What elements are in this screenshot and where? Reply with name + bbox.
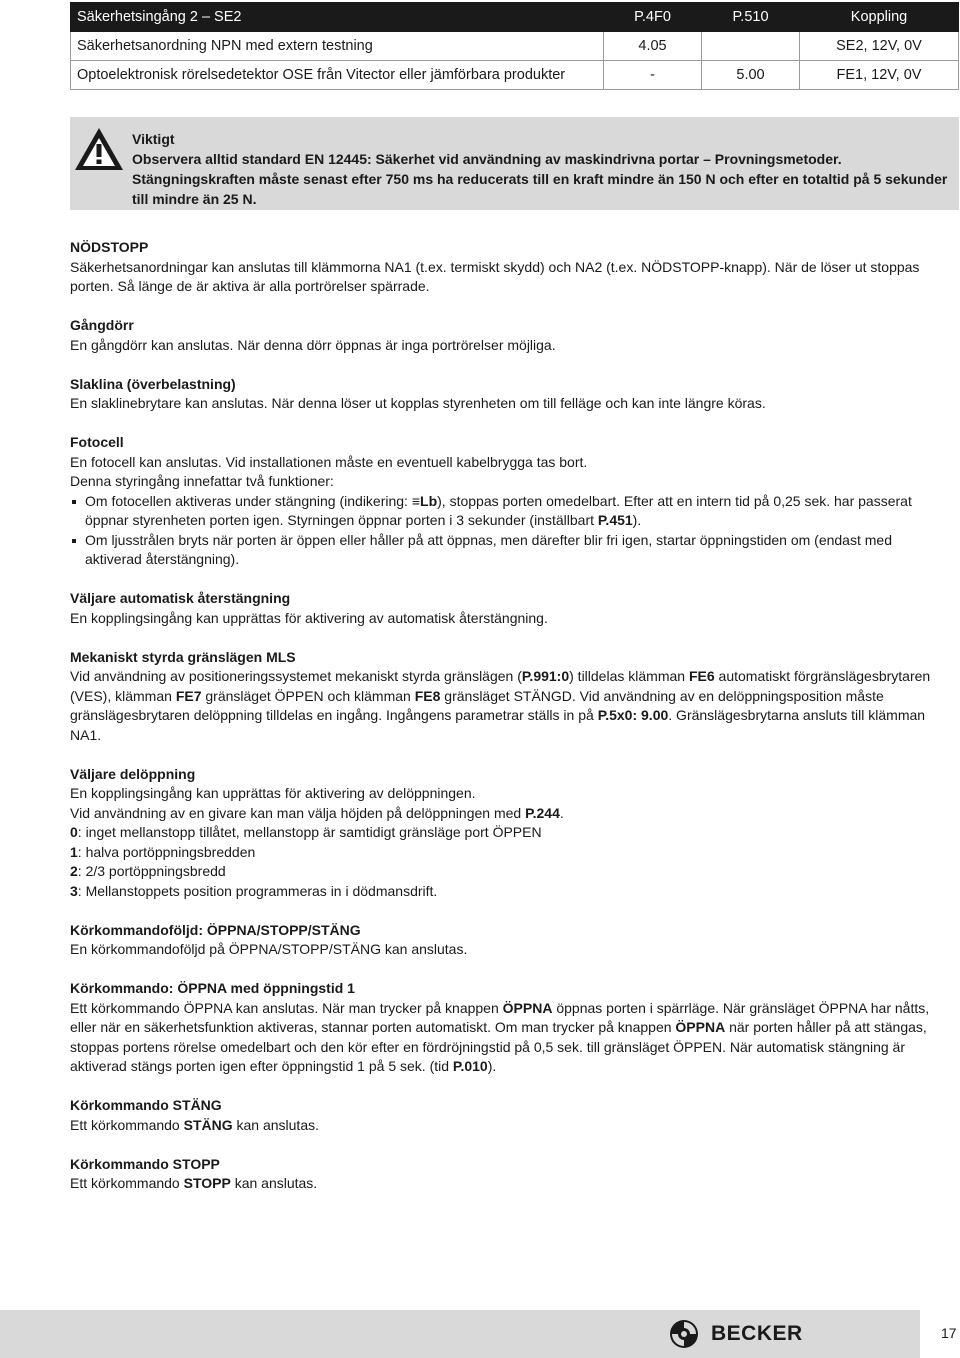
section-korkommando-oppna [70,979,950,1077]
section-fotocell [70,433,950,570]
option-text: : halva portöppningsbredden [77,843,256,860]
table-cell: Säkerhetsanordning NPN med extern testning [71,32,604,61]
warning-triangle-icon [73,126,125,172]
document-body [70,238,950,1213]
text-run: gränsläget STÄNGD. Vid användning av en delöppningsposition måste gränslägesbrytaren delöppning tilldelas en ingång. Ingångens parametrar ställs in på [70,687,884,723]
text-run: Ett körkommando ÖPPNA kan anslutas. När man trycker på knappen [70,999,503,1016]
text-run: Ett körkommando [70,1116,184,1133]
section-mls [70,648,950,746]
section-text: En kopplingsingång kan upprättas för aktivering av delöppningen. [70,785,476,801]
parameter-code: P.010 [452,1058,488,1074]
table-header-cell: P.510 [702,3,800,32]
table-header-cell: Säkerhetsingång 2 – SE2 [71,3,604,32]
section-heading: Väljare delöppning [70,765,196,782]
section-text [70,1116,950,1136]
section-text [70,1174,950,1194]
section-heading: Gångdörr [70,317,134,333]
text-run: Ett körkommando [70,1175,184,1191]
section-text [70,999,950,1077]
page-footer [0,1310,960,1358]
section-slaklina [70,375,950,414]
text-run: ), stoppas porten omedelbart. Efter att en intern tid på 0,25 sek. har passerat öppnar styrenheten porten igen. Styrningen öppnar porten i 3 sekunder (inställbart [85,492,912,528]
signal-table [70,2,959,90]
section-korkommando-stang [70,1096,950,1135]
terminal-code: FE7 [175,687,202,704]
parameter-code: P.244 [525,804,560,821]
section-nodstopp [70,238,950,297]
section-heading: Körkommando STÄNG [70,1097,222,1113]
option-text: : inget mellanstopp tillåtet, mellanstopp är samtidigt gränsläge port ÖPPEN [77,824,542,840]
section-text: En gångdörr kan anslutas. När denna dörr öppnas är inga portrörelser möjliga. [70,336,556,353]
option-key: 2 [70,863,78,879]
table-cell: 5.00 [702,61,800,90]
section-heading: NÖDSTOPP [70,239,149,255]
section-text: En körkommandoföljd på ÖPPNA/STOPP/STÄNG kan anslutas. [70,941,468,957]
warning-text [132,129,953,209]
warning-line: Observera alltid standard EN 12445: Säkerhet vid användning av maskindrivna portar – Provningsmetoder. [132,151,842,167]
table-cell: 4.05 [604,32,702,61]
option-line [70,823,950,843]
parameter-code: P.991:0 [521,668,570,684]
section-heading: Fotocell [70,434,124,450]
becker-logo-icon [669,1319,699,1349]
section-text [70,804,950,824]
text-run: ). [632,512,642,528]
section-heading: Slaklina (överbelastning) [70,375,236,392]
command-name: STOPP [183,1175,231,1191]
section-delopp [70,765,950,902]
section-korkommandofoljd [70,921,950,960]
text-run: Vid användning av positioneringssystemet mekaniskt styrda gränslägen ( [70,668,522,684]
section-text: En slaklinebrytare kan anslutas. När denna löser ut kopplas styrenheten om till felläge och kan inte längre köras. [70,395,766,411]
section-heading: Körkommandoföljd: ÖPPNA/STOPP/STÄNG [70,921,361,938]
table-cell: - [604,61,702,90]
section-heading: Väljare automatisk återstängning [70,590,291,606]
section-heading: Körkommando STOPP [70,1155,220,1172]
parameter-code: P.451 [597,512,633,528]
text-run: . [559,804,564,821]
list-item [70,492,950,531]
option-key: 3 [70,882,78,899]
table-row [71,32,959,61]
warning-box [70,117,959,210]
warning-line: Stängningskraften måste senast efter 750 ms ha reducerats till en kraft mindre än 150 N och efter en totaltid på 5 sekunder till mindre än 25 N. [132,171,948,207]
section-text: En fotocell kan anslutas. Vid installationen måste en eventuell kabelbrygga tas bort. [70,453,588,470]
table-cell [702,32,800,61]
terminal-code: FE8 [414,687,441,704]
option-text: : 2/3 portöppningsbredd [77,863,226,879]
list-item: Om ljusstrålen bryts när porten är öppen eller håller på att öppnas, men därefter blir fri igen, startar öppningstiden om (endast med aktiverad återstängning). [70,531,950,570]
section-text: Säkerhetsanordningar kan anslutas till klämmorna NA1 (t.ex. termiskt skydd) och NA2 (t.ex. NÖDSTOPP-knapp). När de löser ut stoppas porten. Så länge de är aktiva är alla portrörelser spärrade. [70,258,920,294]
section-heading: Mekaniskt styrda gränslägen MLS [70,648,296,665]
option-text: : Mellanstoppets position programmeras in i dödmansdrift. [77,882,438,899]
text-run: ). [487,1058,497,1074]
terminal-code: FE6 [688,668,715,684]
text-run: kan anslutas. [232,1116,319,1133]
command-name: STÄNG [183,1116,233,1133]
table-cell: SE2, 12V, 0V [800,32,959,61]
section-korkommando-stopp [70,1155,950,1194]
parameter-code: P.5x0: 9.00 [597,707,669,723]
section-text: Denna styringång innefattar två funktioner: [70,473,334,489]
brand-name: BECKER [711,1322,803,1345]
bullet-list [70,492,950,570]
option-line [70,843,950,863]
text-run: gränsläget ÖPPEN och klämman [201,687,415,704]
text-run: ) tilldelas klämman [569,668,689,684]
table-cell: Optoelektronisk rörelsedetektor OSE från Vitector eller jämförbara produkter [71,61,604,90]
warning-title: Viktigt [132,131,175,147]
section-heading: Körkommando: ÖPPNA med öppningstid 1 [70,980,355,996]
text-run: Om fotocellen aktiveras under stängning (indikering: [85,492,412,509]
text-run: öppnas porten i spärrläge. När gränsläget ÖPPNA har nåtts, eller när en säkerhetsfunktion aktiveras, stannar porten automatiskt. Om man trycker på knappen [70,999,930,1035]
text-run: . Gränslägesbrytarna ansluts till klämman NA1. [70,707,926,743]
button-name: ÖPPNA [502,999,553,1016]
table-row [71,61,959,90]
option-line [70,882,950,902]
table-cell: FE1, 12V, 0V [800,61,959,90]
table-header-cell: Koppling [800,3,959,32]
page-number: 17 [941,1325,957,1341]
section-valjare-aterstangning [70,589,950,628]
button-name: ÖPPNA [675,1019,726,1035]
section-gangdorr [70,316,950,355]
table-header-cell: P.4F0 [604,3,702,32]
section-text: En kopplingsingång kan upprättas för aktivering av automatisk återstängning. [70,609,548,626]
option-line [70,862,950,882]
section-text [70,667,950,745]
indicator-code: ≡Lb [411,492,438,509]
text-run: när porten håller på att stängas, stoppas portens rörelse omedelbart och den kör efter en fördröjningstid på 0,5 sek. till gränsläget ÖPPEN. När automatisk stängning är aktiverad stängs porten igen efter öppningstid 1 på 5 sek. (tid [70,1019,927,1074]
text-run: kan anslutas. [230,1175,318,1191]
text-run: automatiskt förgränslägesbrytaren (VES), klämman [70,668,931,704]
text-run: Vid användning av en givare kan man välja höjden på delöppningen med [70,804,526,821]
table-header-row [71,3,959,32]
option-key: 1 [70,843,78,860]
option-key: 0 [70,824,78,840]
